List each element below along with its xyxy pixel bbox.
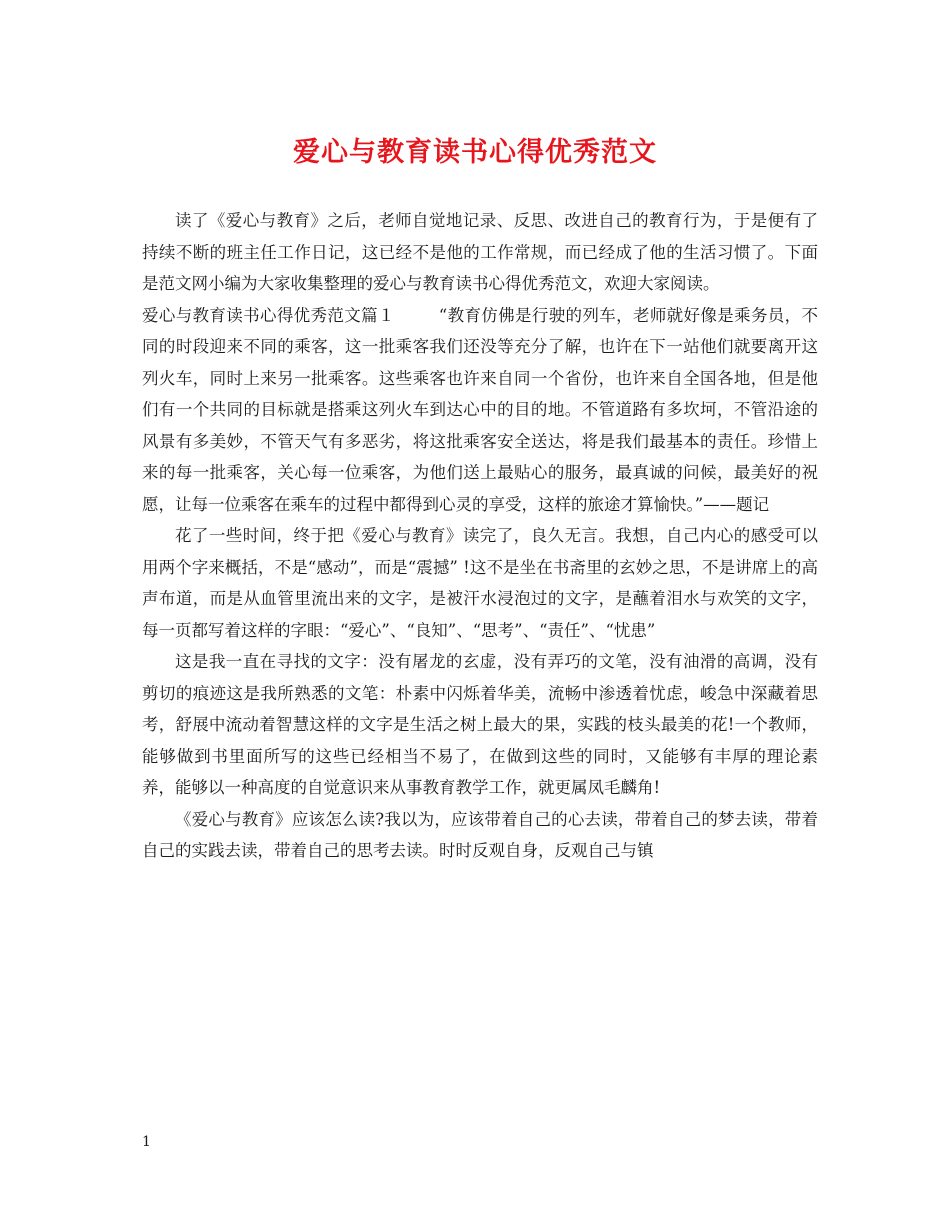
body-paragraph: 花了一些时间，终于把《爱心与教育》读完了，良久无言。我想，自己内心的感受可以用两个字来概括，不是“感动”，而是“震撼” !这不是坐在书斋里的玄妙之思，不是讲席上的高声布道，而是从血管里流出来的文字，是被汗水浸泡过的文字，是蘸着泪水与欢笑的文字，每一页都写着这样的字眼：“爱心”、“良知”、“思考”、“责任”、“忧患” [142, 526, 818, 640]
chapter-label: 爱心与教育读书心得优秀范文篇１ [142, 305, 395, 325]
page-number: 1 [142, 1134, 151, 1150]
document-title: 爱心与教育读书心得优秀范文 [293, 137, 657, 168]
body-paragraph: 这是我一直在寻找的文字：没有屠龙的玄虚，没有弄巧的文笔，没有油滑的高调，没有剪切的痕迹这是我所熟悉的文笔：朴素中闪烁着华美，流畅中渗透着忧虑，峻急中深藏着思考，舒展中流动着智慧这样的文字是生活之树上最大的果，实践的枝头最美的花!一个教师，能够做到书里面所写的这些已经相当不易了，在做到这些的同时，又能够有丰厚的理论素养，能够以一种高度的自觉意识来从事教育教学工作，就更属凤毛麟角! [142, 652, 818, 797]
epigraph-text: “教育仿佛是行驶的列车，老师就好像是乘务员，不同的时段迎来不同的乘客，这一批乘客我们还没等充分了解，也许在下一站他们就要离开这列火车，同时上来另一批乘客。这些乘客也许来自同一个省份，也许来自全国各地，但是他们有一个共同的目标就是搭乘这列火车到达心中的目的地。不管道路有多坎坷，不管沿途的风景有多美妙，不管天气有多恶劣，将这批乘客安全送达，将是我们最基本的责任。珍惜上来的每一批乘客，关心每一位乘客，为他们送上最贴心的服务，最真诚的问候，最美好的祝愿，让每一位乘客在乘车的过程中都得到心灵的享受，这样的旅途才算愉快。”——题记 [142, 305, 818, 514]
chapter-paragraph [142, 300, 818, 521]
body-paragraph: 《爱心与教育》应该怎么读?我以为，应该带着自己的心去读，带着自己的梦去读，带着自己的实践去读，带着自己的思考去读。时时反观自身，反观自己与镇 [142, 809, 818, 860]
intro-paragraph: 读了《爱心与教育》之后，老师自觉地记录、反思、改进自己的教育行为，于是便有了持续不断的班主任工作日记，这已经不是他的工作常规，而已经成了他的生活习惯了。下面是范文网小编为大家收集整理的爱心与教育读书心得优秀范文，欢迎大家阅读。 [142, 211, 818, 293]
document-body [142, 205, 818, 867]
